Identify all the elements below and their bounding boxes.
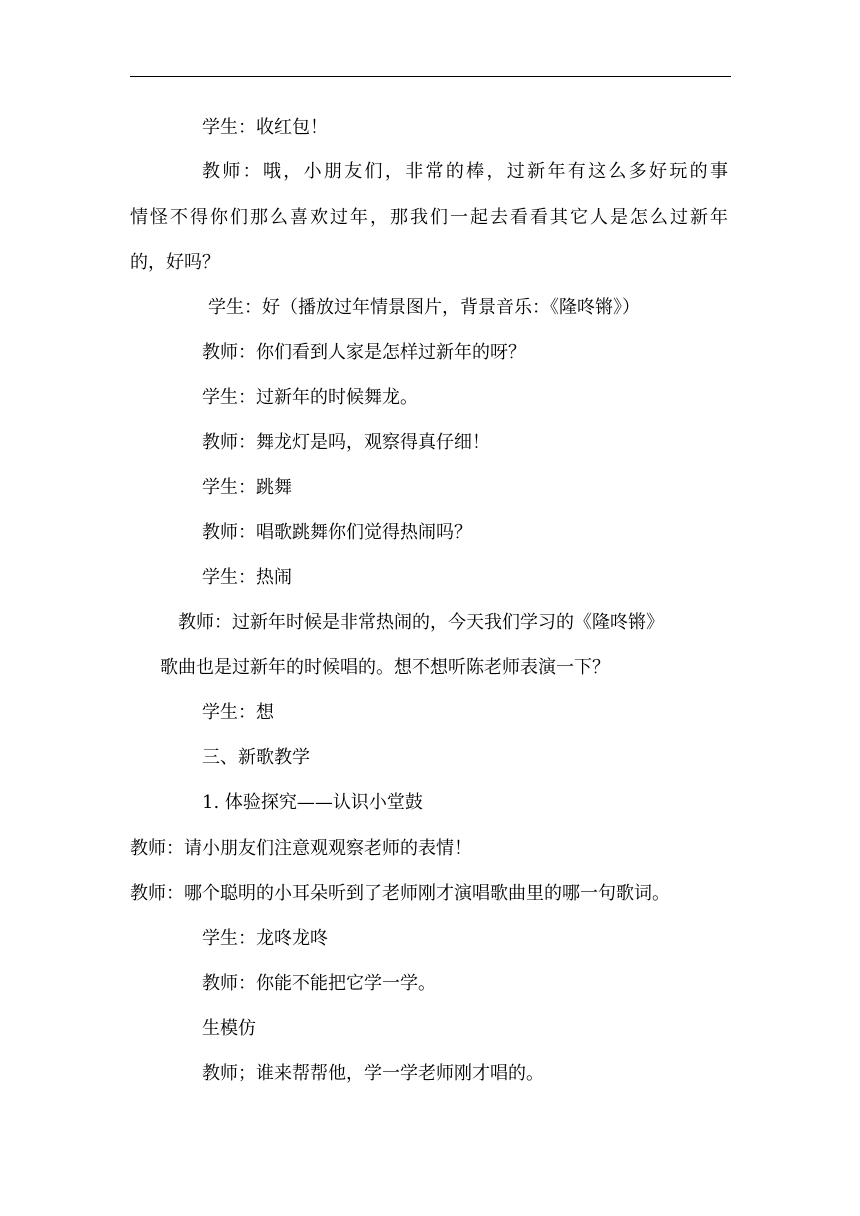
paragraph-line: 歌曲也是过新年的时候唱的。想不想听陈老师表演一下？ (160, 657, 610, 678)
header-rule (130, 76, 731, 77)
paragraph-line: 学生：收红包！ (202, 117, 328, 138)
paragraph-line: 学生：热闹 (202, 567, 292, 588)
paragraph-line: 学生：好（播放过年情景图片，背景音乐：《隆咚锵》） (208, 297, 640, 318)
paragraph-line: 教师：你能不能把它学一学。 (202, 973, 436, 994)
paragraph-line: 教师：唱歌跳舞你们觉得热闹吗？ (202, 522, 472, 543)
paragraph-line: 学生：想 (202, 702, 274, 723)
subsection-heading: 1. 体验探究——认识小堂鼓 (202, 792, 423, 813)
paragraph-line: 教师：哦，小朋友们，非常的棒，过新年有这么多好玩的事 (202, 161, 728, 182)
paragraph-line: 学生：跳舞 (202, 477, 292, 498)
paragraph-line: 学生：龙咚龙咚 (202, 928, 328, 949)
paragraph-line: 教师；谁来帮帮他，学一学老师刚才唱的。 (202, 1063, 544, 1084)
paragraph-line: 生模仿 (202, 1018, 256, 1039)
paragraph-line: 学生：过新年的时候舞龙。 (202, 387, 418, 408)
paragraph-line: 的，好吗？ (130, 252, 220, 273)
paragraph-line: 情怪不得你们那么喜欢过年，那我们一起去看看其它人是怎么过新年 (130, 207, 728, 228)
paragraph-line: 教师：你们看到人家是怎样过新年的呀？ (202, 342, 526, 363)
section-heading: 三、新歌教学 (202, 747, 310, 768)
paragraph-line: 教师：舞龙灯是吗，观察得真仔细！ (202, 432, 490, 453)
paragraph-line: 教师：请小朋友们注意观观察老师的表情！ (130, 838, 472, 859)
paragraph-line: 教师：哪个聪明的小耳朵听到了老师刚才演唱歌曲里的哪一句歌词。 (130, 883, 670, 904)
paragraph-line: 教师：过新年时候是非常热闹的，今天我们学习的《隆咚锵》 (178, 612, 664, 633)
